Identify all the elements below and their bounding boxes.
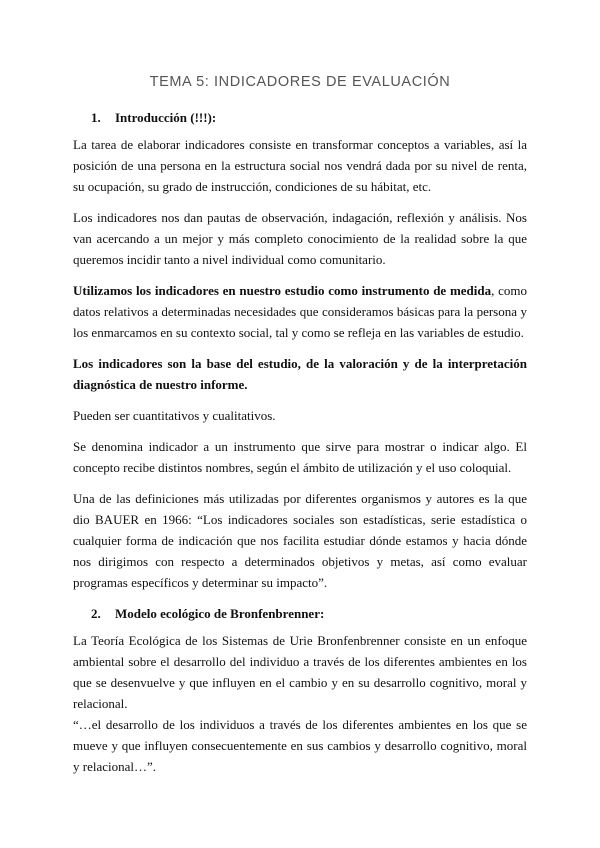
paragraph: Se denomina indicador a un instrumento que sirve para mostrar o indicar algo. El concepto recibe distintos nombres, según el ámbito de utilización y el uso coloquial. <box>73 439 527 475</box>
paragraph <box>73 280 527 343</box>
paragraph: Los indicadores nos dan pautas de observación, indagación, reflexión y análisis. Nos van acercando a un mejor y más completo conocimiento de la realidad sobre la que queremos incidir tanto a nivel individual como comunitario. <box>73 210 527 267</box>
paragraph: La tarea de elaborar indicadores consiste en transformar conceptos a variables, así la posición de una persona en la estructura social nos vendrá dada por su nivel de renta, su ocupación, su grado de instrucción, condiciones de su hábitat, etc. <box>73 137 527 194</box>
section-heading-bronfenbrenner <box>73 603 527 624</box>
section-heading-text: Introducción (!!!): <box>115 110 217 125</box>
paragraph: Pueden ser cuantitativos y cualitativos. <box>73 408 276 423</box>
paragraph: La Teoría Ecológica de los Sistemas de Urie Bronfenbrenner consiste en un enfoque ambiental sobre el desarrollo del individuo a través de los diferentes ambientes en los que se desenvuelve y que influyen en el cambio y en su desarrollo cognitivo, moral y relacional. <box>73 633 527 711</box>
section-heading-introduccion <box>73 107 527 128</box>
page-title: TEMA 5: INDICADORES DE EVALUACIÓN <box>149 74 451 90</box>
bold-paragraph: Los indicadores son la base del estudio, de la valoración y de la interpretación diagnóstica de nuestro informe. <box>73 356 527 392</box>
bold-text: Utilizamos los indicadores en nuestro estudio como instrumento de medida <box>73 283 492 298</box>
quote-paragraph: “…el desarrollo de los individuos a través de los diferentes ambientes en los que se mueve y que influyen consecuentemente en sus cambios y desarrollo cognitivo, moral y relacional…”. <box>73 717 527 774</box>
section-number: 1. <box>91 110 101 125</box>
paragraph-text: , como datos relativos a determinadas necesidades que consideramos básicas para la persona y los enmarcamos en su contexto social, tal y como se refleja en las variables de estudio. <box>73 283 527 340</box>
paragraph: Una de las definiciones más utilizadas por diferentes organismos y autores es la que dio BAUER en 1966: “Los indicadores sociales son estadísticas, serie estadística o cualquier forma de indicación que nos facilita estudiar dónde estamos y hacia dónde nos dirigimos con respecto a determinados objetivos y metas, así como evaluar programas específicos y determinar su impacto”. <box>73 491 527 590</box>
section-heading-text: Modelo ecológico de Bronfenbrenner: <box>115 606 325 621</box>
section-number: 2. <box>91 606 101 621</box>
